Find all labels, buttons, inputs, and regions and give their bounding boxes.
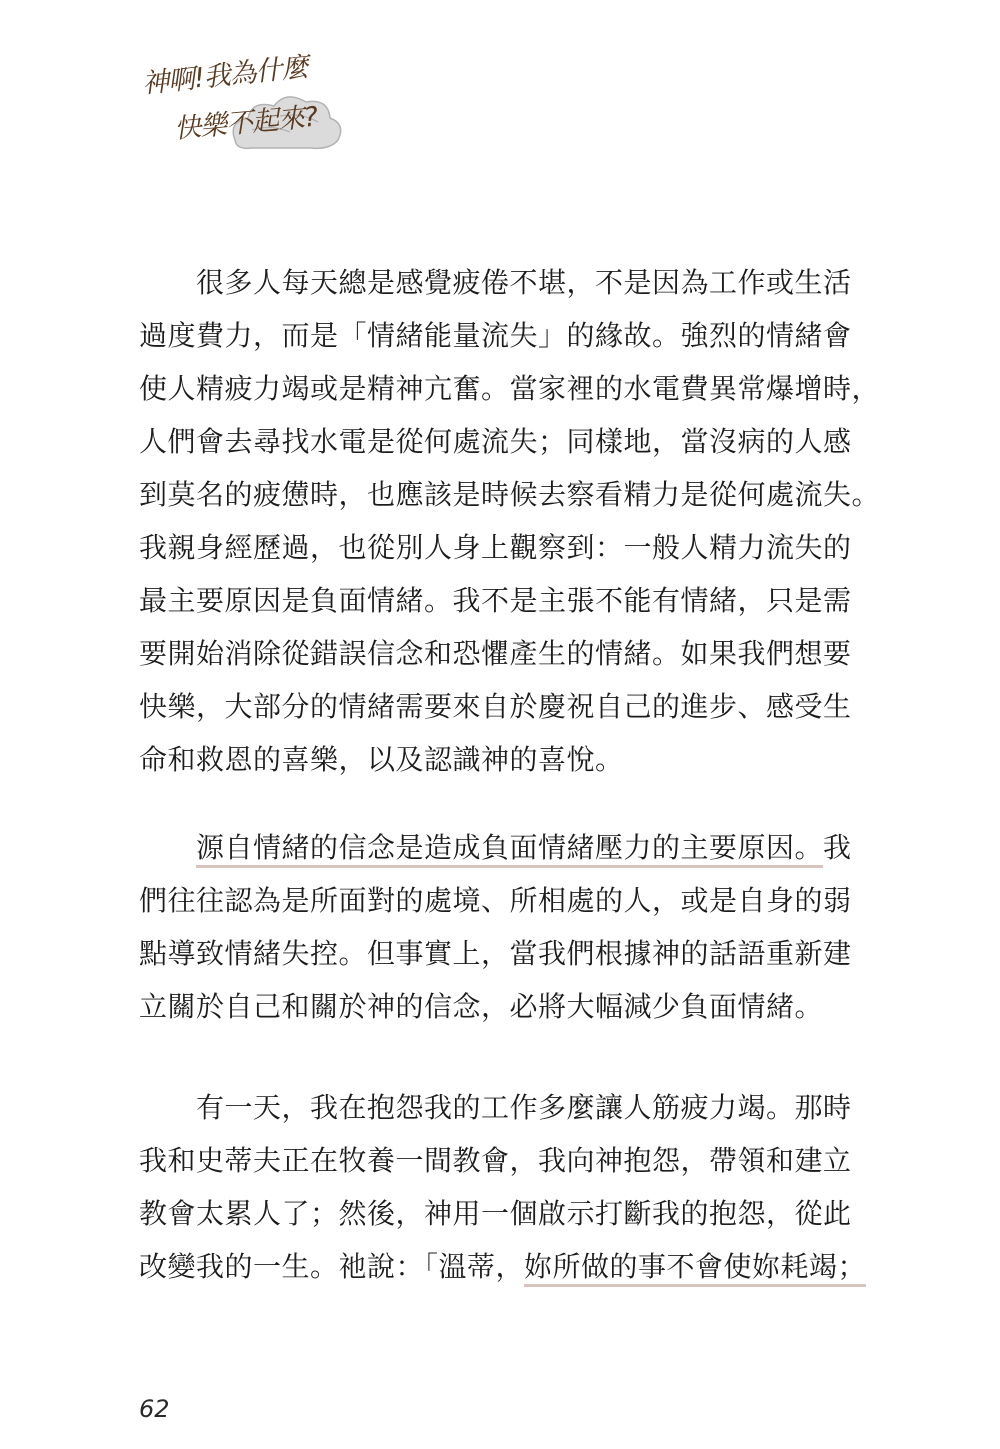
highlighted-sentence: 源自情緒的信念是造成負面情緒壓力的主要原因。 bbox=[196, 831, 823, 868]
text-line: 命和救恩的喜樂，以及認識神的喜悅。 bbox=[139, 743, 624, 776]
text-line: 我和史蒂夫正在牧養一間教會，我向神抱怨，帶領和建立 bbox=[139, 1144, 852, 1177]
indent bbox=[139, 831, 196, 864]
text-line: 教會太累人了；然後，神用一個啟示打斷我的抱怨，從此 bbox=[139, 1197, 852, 1230]
paragraph-3 bbox=[139, 1081, 866, 1293]
text-line: 過度費力，而是「情緒能量流失」的緣故。強烈的情緒會 bbox=[139, 319, 852, 352]
text-line: 要開始消除從錯誤信念和恐懼產生的情緒。如果我們想要 bbox=[139, 637, 852, 670]
text-line: 使人精疲力竭或是精神亢奮。當家裡的水電費異常爆增時， bbox=[139, 372, 881, 405]
text-line: 立關於自己和關於神的信念，必將大幅減少負面情緒。 bbox=[139, 990, 824, 1023]
text-line: 很多人每天總是感覺疲倦不堪，不是因為工作或生活 bbox=[139, 266, 852, 299]
text-line: 有一天，我在抱怨我的工作多麼讓人筋疲力竭。那時 bbox=[139, 1091, 852, 1124]
text-line: 最主要原因是負面情緒。我不是主張不能有情緒，只是需 bbox=[139, 584, 852, 617]
highlighted-sentence: 妳所做的事不會使妳耗竭； bbox=[524, 1250, 866, 1287]
text-line bbox=[139, 1240, 866, 1293]
header-title-line-2: 快樂不起來? bbox=[172, 101, 319, 145]
text-line: 到莫名的疲憊時，也應該是時候去察看精力是從何處流失。 bbox=[139, 478, 881, 511]
text-line: 點導致情緒失控。但事實上，當我們根據神的話語重新建 bbox=[139, 937, 852, 970]
line-start-text: 改變我的一生。祂說：「溫蒂， bbox=[139, 1250, 525, 1283]
line-end-text: 我 bbox=[823, 831, 852, 864]
text-line: 人們會去尋找水電是從何處流失；同樣地，當沒病的人感 bbox=[139, 425, 852, 458]
text-line: 快樂，大部分的情緒需要來自於慶祝自己的進步、感受生 bbox=[139, 690, 852, 723]
paragraph-1 bbox=[139, 256, 880, 786]
text-line: 我親身經歷過，也從別人身上觀察到：一般人精力流失的 bbox=[139, 531, 852, 564]
text-line: 們往往認為是所面對的處境、所相處的人，或是自身的弱 bbox=[139, 884, 852, 917]
paragraph-2 bbox=[139, 821, 852, 1033]
text-line bbox=[139, 821, 852, 874]
header-title-line-1: 神啊!我為什麼 bbox=[140, 51, 309, 100]
running-header bbox=[140, 52, 350, 162]
page-number: 62 bbox=[139, 1395, 170, 1423]
